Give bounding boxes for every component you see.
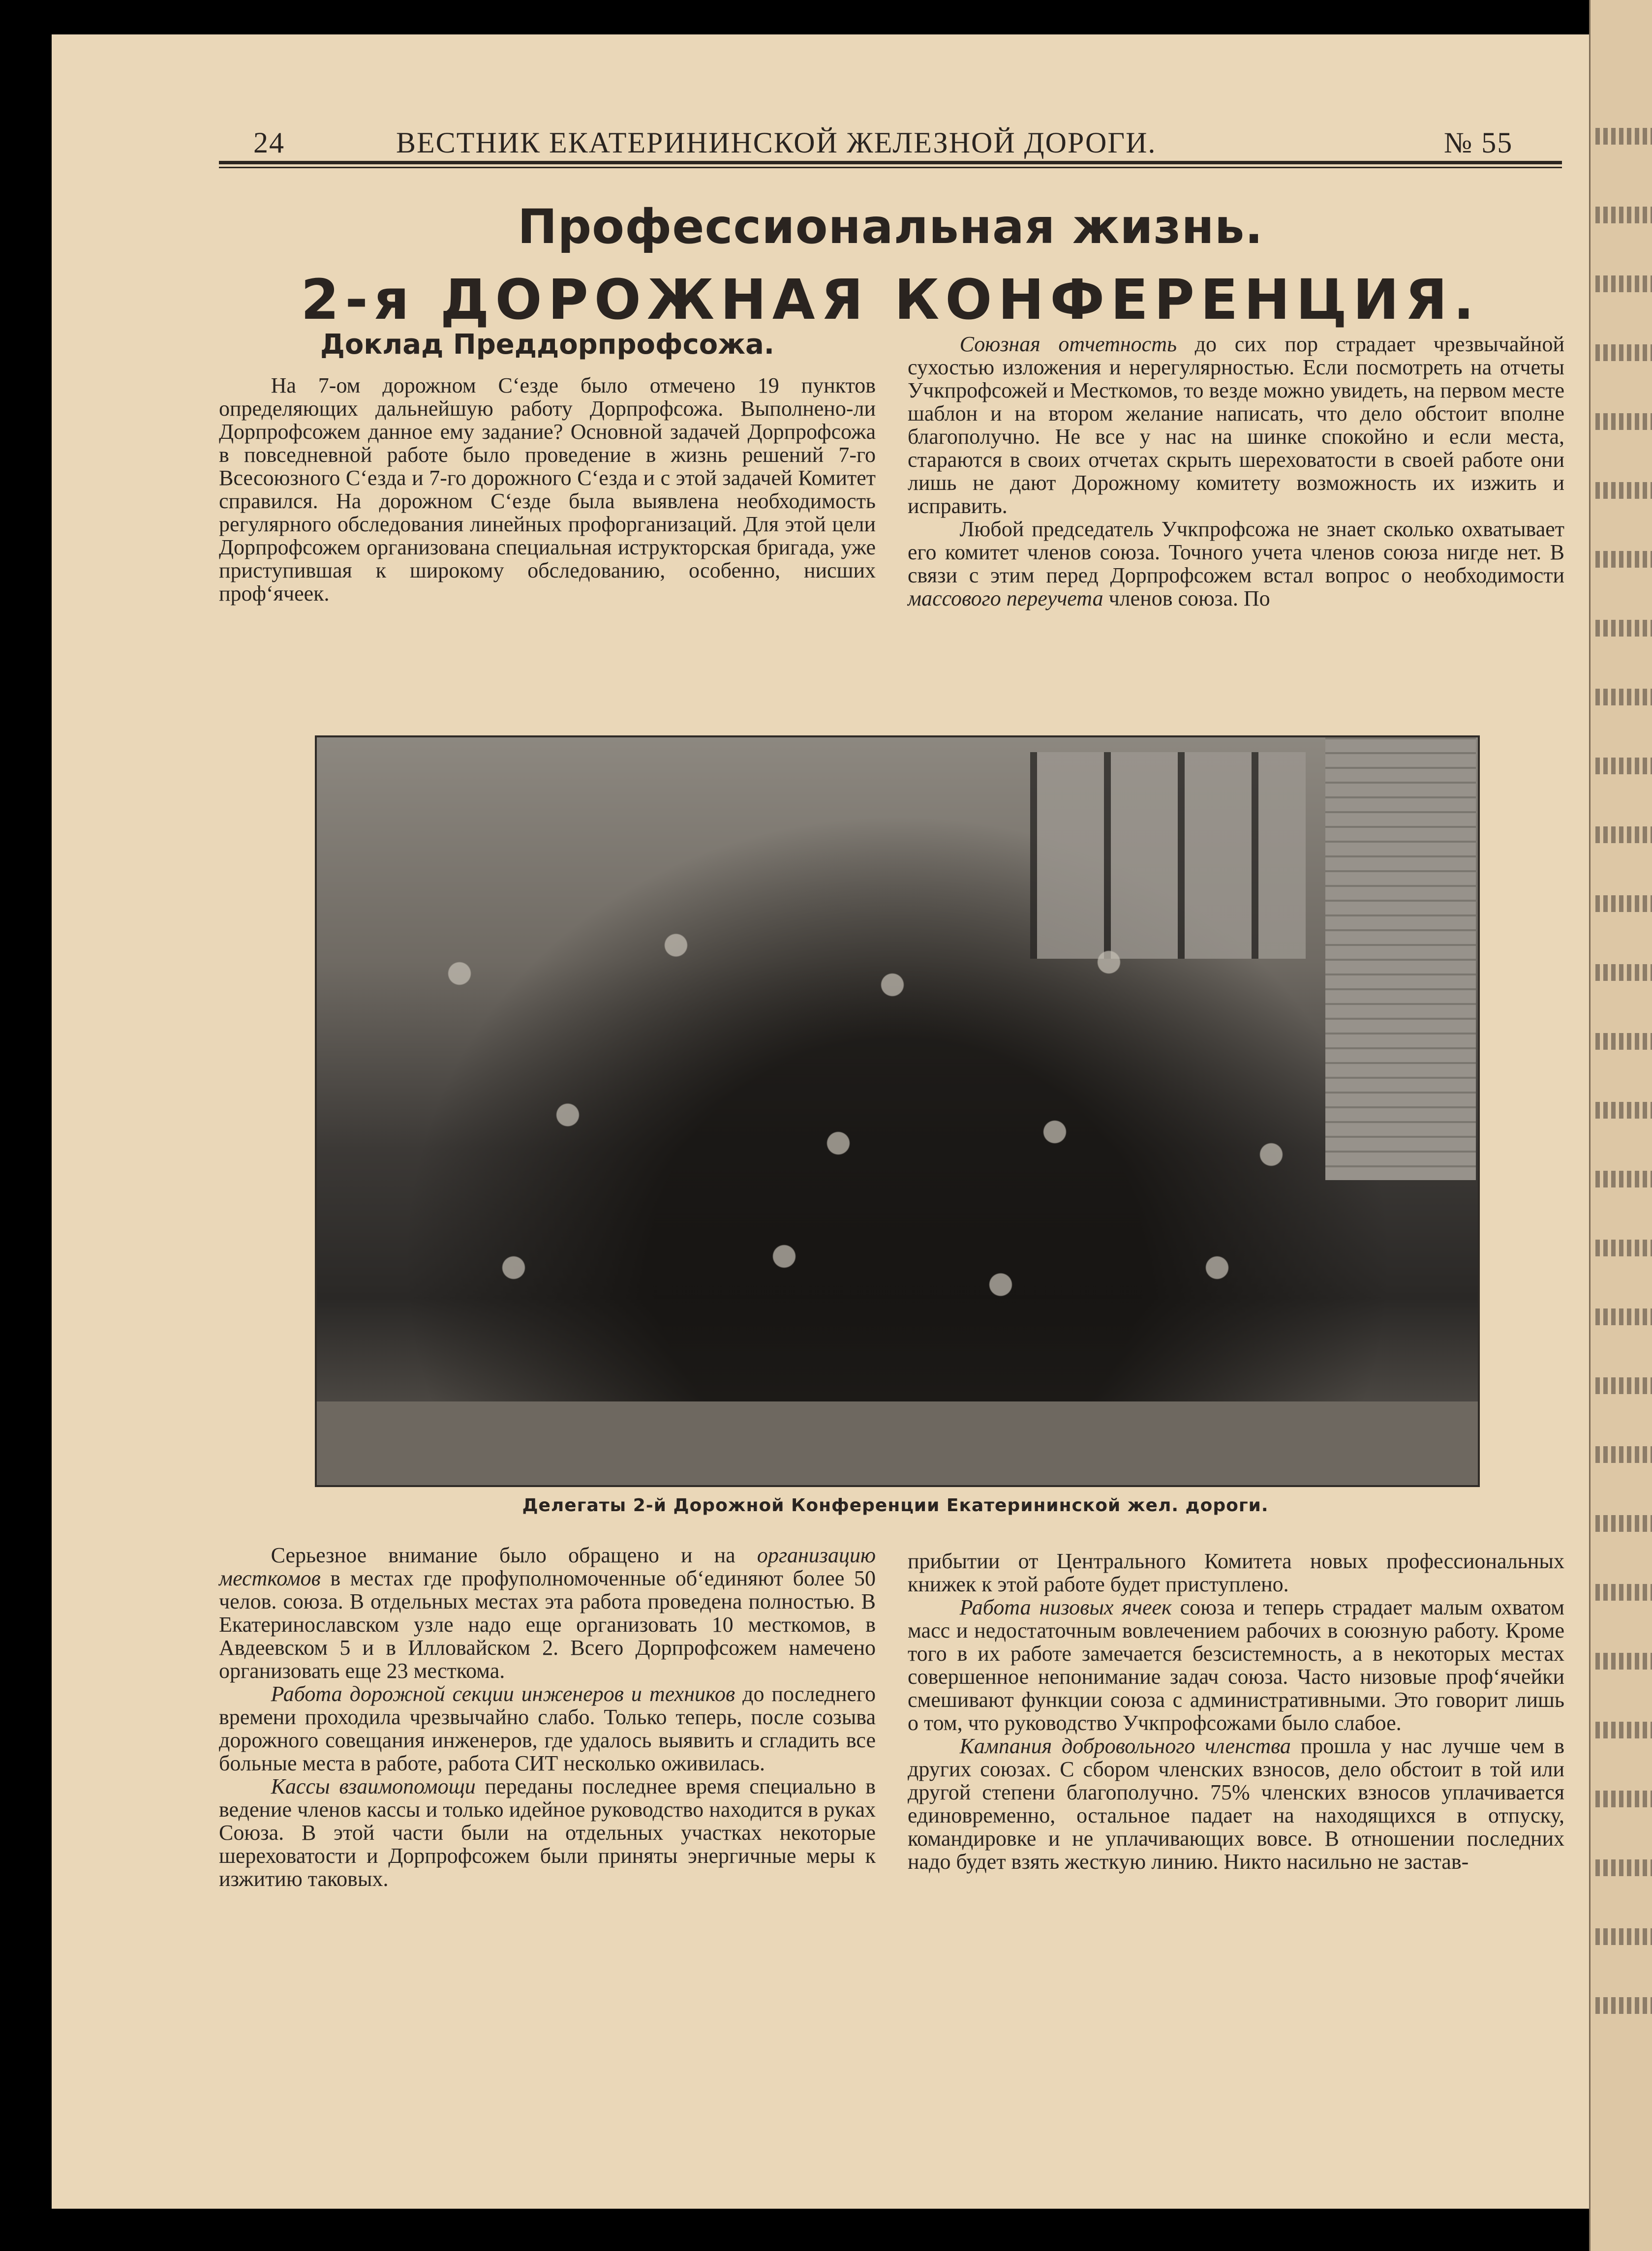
paragraph-lead: Кампания добровольного членства [959, 1734, 1291, 1758]
section-title: Профессиональная жизнь. [518, 199, 1263, 254]
column-right-bottom [908, 1550, 1564, 1873]
paragraph: На 7-ом дорожном С‘езде было отмечено 19 пунктов определяющих дальнейшую работу Дорпрофсожа. Выполнено-ли Дорпрофсожем данное ему задание? Основной задачей Дорпрофсожа в повседневной работе было проведение в жизнь решений 7-го Всесоюзного С‘езда и 7-го дорожного С‘езда и с этой задачей Комитет справился. На дорожном С‘езде была выявлена необходимость регулярного обследования линейных профорганизаций. Для этой цели Дорпрофсожем организована специальная иструкторская бригада, уже приступившая к широкому обследованию, особенно, нисших проф‘ячеек. [219, 373, 876, 606]
paragraph: Серьезное внимание было обращено и на организацию месткомов в местах где профуполномоченные об‘единяют более 50 челов. союза. В отдельных местах эта работа проведена полностью. В Екатеринославском узле надо еще организовать 10 месткомов, в Авдеевском 5 и в Илловайском 2. Всего Дорпрофсожем намечено организовать еще 23 месткома. [219, 1543, 876, 1683]
photo-delegates-group [351, 860, 1434, 1426]
column-left-top [219, 374, 876, 605]
group-photograph [315, 735, 1480, 1487]
paragraph-lead: Работа дорожной секции инженеров и техников [271, 1682, 735, 1706]
report-subheading: Доклад Преддорпрофсожа. [320, 329, 775, 361]
photo-ground [317, 1401, 1478, 1485]
paragraph: Кассы взаимопомощи переданы последнее время специально в ведение членов кассы и только идейное руководство находится в руках Союза. В этой части были на отдельных участках некоторые шереховатости и Дорпрофсожем были приняты энергичные меры к изжитию таковых. [219, 1774, 876, 1891]
emphasis: массового переучета [908, 586, 1103, 610]
paragraph: Работа дорожной секции инженеров и техников до последнего времени проходила чрезвычайно слабо. Только теперь, после созыва дорожного совещания инженеров, где удалось выявить и сгладить все больные места в работе, работа СИТ несколько оживилась. [219, 1682, 876, 1775]
paragraph: Работа низовых ячеек союза и теперь страдает малым охватом масс и недостаточным вовлечением рабочих в союзную работу. Кроме того в их работе замечается безсистемность, а в некоторых местах совершенное непонимание задач союза. Часто низовые проф‘ячейки смешивают функции союза с административными. Это говорит лишь о том, что руководство Учкпрофсожами было слабое. [908, 1595, 1564, 1735]
paragraph-lead: Кассы взаимопомощи [271, 1774, 476, 1798]
paragraph-lead: Союзная отчетность [959, 332, 1177, 356]
paragraph: Союзная отчетность до сих пор страдает чрезвычайной сухостью изложения и нерегулярностью. Если посмотреть на отчеты Учкпрофсожей и Месткомов, то везде можно увидеть, на первом месте шаблон и на втором желание написать, что дело обстоит вполне благополучно. Не все у нас на шинке спокойно и если места, стараются в своих отчетах скрыть шереховатости в своей работе они лишь не дают Дорожному комитету возможность их изжить и исправить. [908, 332, 1564, 518]
journal-title: ВЕСТНИК ЕКАТЕРИНИНСКОЙ ЖЕЛЕЗНОЙ ДОРОГИ. [396, 126, 1157, 159]
emphasis: организацию месткомов [219, 1543, 876, 1590]
paragraph: Любой председатель Учкпрофсожа не знает сколько охватывает его комитет членов союза. Точного учета членов союза нигде нет. В связи с этим перед Дорпрофсожем встал вопрос о необходимости массового переучета членов союза. По [908, 517, 1564, 610]
header-rule-thin [219, 167, 1562, 168]
header-rule [219, 161, 1562, 164]
paragraph: Кампания добровольного членства прошла у нас лучше чем в других союзах. С сбором членских взносов, дело обстоит в той или другой степени благополучно. 75% членских взносов уплачивается единовременно, остальное падает на находящихся в отпуску, командировке и не уплачивающих вовсе. В отношении последних надо будет взять жесткую линию. Никто насильно не застав- [908, 1734, 1564, 1874]
photo-caption: Делегаты 2-й Дорожной Конференции Екатерининской жел. дороги. [522, 1495, 1269, 1516]
paragraph-lead: Работа низовых ячеек [959, 1595, 1172, 1619]
page-number: 24 [253, 126, 285, 159]
issue-number: № 55 [1444, 126, 1513, 159]
adjacent-page-edge [1589, 0, 1652, 2251]
column-left-bottom [219, 1544, 876, 1890]
column-right-top [908, 333, 1564, 610]
article-title: 2-я ДОРОЖНАЯ КОНФЕРЕНЦИЯ. [301, 268, 1480, 332]
paragraph: прибытии от Центрального Комитета новых профессиональных книжек к этой работе будет приступлено. [908, 1549, 1564, 1596]
